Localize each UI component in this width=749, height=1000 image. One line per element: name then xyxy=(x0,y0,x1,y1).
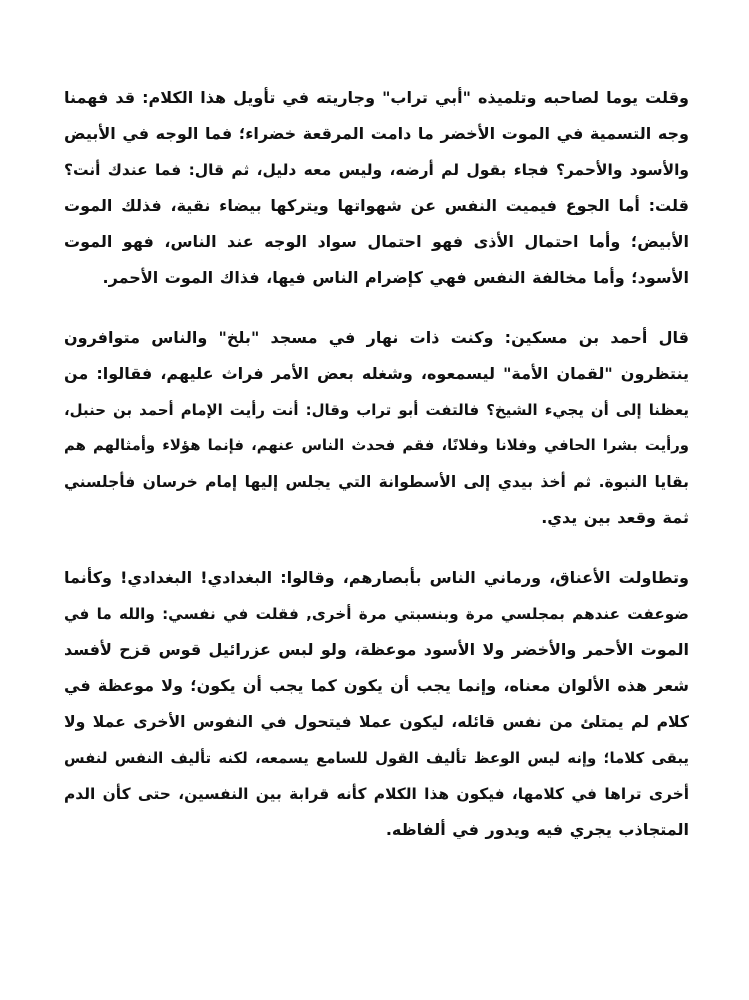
text-line: وتطاولت الأعناق، ورماني الناس بأبصارهم، وقالوا: البغدادي! البغدادي! وكأنما xyxy=(64,568,689,587)
text-line: ورأيت بشرا الحافي وفلانا وفلانًا، فقم فحدث الناس عنهم، فإنما هؤلاء وأمثالهم هم xyxy=(64,437,689,454)
paragraph-1 xyxy=(64,80,689,296)
paragraph-2 xyxy=(64,320,689,536)
text-line: شعر هذه الألوان معناه، وإنما يجب أن يكون كما يجب أن يكون؛ ولا موعظة في xyxy=(64,676,689,695)
text-line: وقلت يوما لصاحبه وتلميذه "أبي تراب" وجاريته في تأويل هذا الكلام: قد فهمنا xyxy=(64,88,689,107)
text-line: ضوعفت عندهم بمجلسي مرة وبنسبتي مرة أخرى, فقلت في نفسي: والله ما في xyxy=(64,605,689,623)
text-line: قلت: أما الجوع فيميت النفس عن شهواتها ويتركها بيضاء نقية، فذلك الموت xyxy=(64,196,689,215)
text-line: كلام لم يمتلئ من نفس قائله، ليكون عملا فيتحول في النفوس الأخرى عملا ولا xyxy=(64,712,689,731)
text-line: أخرى تراها في كلامها، فيكون هذا الكلام كأنه قرابة بين النفسين، حتى كأن الدم xyxy=(64,785,689,803)
text-line: الأبيض؛ وأما احتمال الأذى فهو احتمال سواد الوجه عند الناس، فهو الموت xyxy=(64,232,689,251)
text-line: ينتظرون "لقمان الأمة" ليسمعوه، وشغله بعض الأمر فراث عليهم، فقالوا: من xyxy=(64,364,689,383)
text-line: الموت الأحمر والأخضر ولا الأسود موعظة، ولو لبس عزرائيل قوس قزح لأفسد xyxy=(64,640,689,659)
text-line: المتجاذب يجري فيه ويدور في ألفاظه. xyxy=(385,820,689,839)
text-line: وجه التسمية في الموت الأخضر ما دامت المرقعة خضراء؛ فما الوجه في الأبيض xyxy=(64,124,689,143)
text-line: يبقى كلاما؛ وإنه ليس الوعظ تأليف القول للسامع يسمعه، لكنه تأليف النفس لنفس xyxy=(64,749,689,767)
text-line: يعظنا إلى أن يجيء الشيخ؟ فالتفت أبو تراب وقال: أنت رأيت الإمام أحمد بن حنبل، xyxy=(64,401,689,419)
text-line: والأسود والأحمر؟ فجاء بقول لم أرضه، وليس معه دليل، ثم قال: فما عندك أنت؟ xyxy=(64,161,689,179)
text-line: ثمة وقعد بين يدي. xyxy=(541,508,689,527)
text-line: بقايا النبوة. ثم أخذ بيدي إلى الأسطوانة التي يجلس إليها إمام خرسان فأجلسني xyxy=(64,473,689,491)
document-page xyxy=(64,80,689,872)
text-line: قال أحمد بن مسكين: وكنت ذات نهار في مسجد "بلخ" والناس متوافرون xyxy=(64,328,689,347)
text-line: الأسود؛ وأما مخالفة النفس فهي كإضرام الناس فيها، فذاك الموت الأحمر. xyxy=(102,268,689,287)
paragraph-3 xyxy=(64,560,689,848)
